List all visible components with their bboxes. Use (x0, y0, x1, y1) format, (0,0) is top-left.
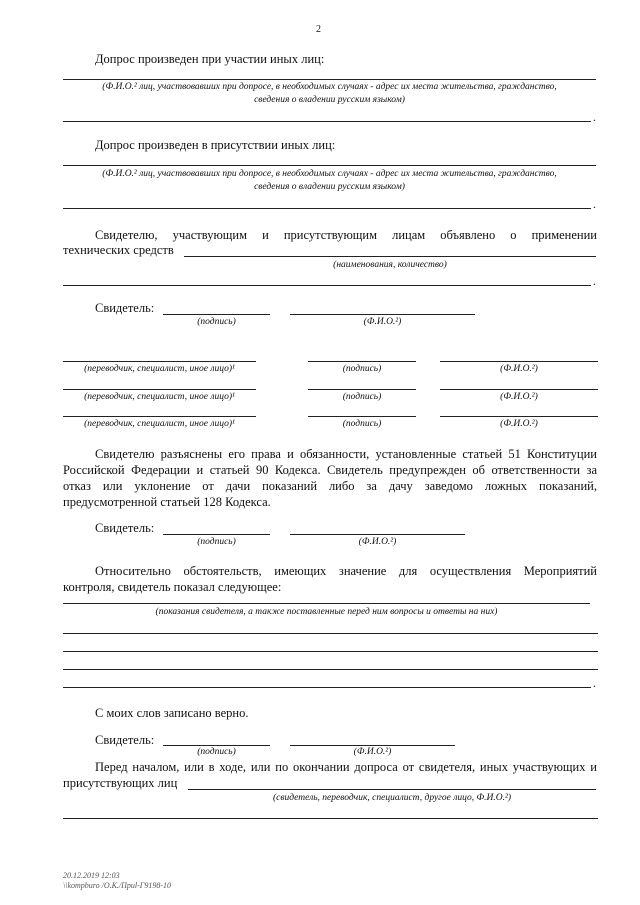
statements-line-2-field[interactable] (63, 818, 598, 819)
witness-signature-line-2[interactable] (163, 534, 270, 535)
witness-signature-line-1[interactable] (163, 314, 270, 315)
other-fio-caption-1: (Ф.И.О.²) (500, 364, 538, 374)
footer-file-path: \\kompburo /О.К./Приl-Г9198-10 (63, 881, 172, 890)
rights-line-2: Российской Федерации и статьей 90 Кодекса. Свидетель предупрежден об ответственности за (63, 463, 597, 477)
other-fio-caption-2: (Ф.И.О.²) (500, 392, 538, 402)
line-end-dot: . (593, 274, 596, 288)
other-fio-line-3[interactable] (440, 416, 598, 417)
testimony-line-1: Относительно обстоятельств, имеющих значение для осуществления Мероприятий (95, 564, 597, 578)
testimony-answer-line-5[interactable] (63, 687, 591, 688)
tech-text-line-1: Свидетелю, участвующим и присутствующим лицам объявлено о применении (95, 228, 597, 242)
line-end-dot: . (593, 110, 596, 124)
testimony-line-2: контроля, свидетель показал следующее: (63, 580, 282, 594)
presence-line-2[interactable] (63, 208, 591, 209)
other-signature-line-1[interactable] (308, 361, 416, 362)
witness-signature-caption-3: (подпись) (197, 747, 236, 757)
participants-heading: Допрос произведен при участии иных лиц: (95, 52, 325, 66)
testimony-caption: (показания свидетеля, а также поставленные перед ним вопросы и ответы на них) (155, 607, 498, 617)
presence-caption-2: сведения о владении русским языком) (254, 182, 405, 192)
statements-line-2: присутствующих лиц (63, 776, 178, 790)
testimony-answer-line-3[interactable] (63, 651, 598, 652)
other-signature-caption-1: (подпись) (342, 364, 382, 374)
witness-label-3: Свидетель: (95, 733, 155, 747)
testimony-answer-line-1[interactable] (63, 603, 590, 604)
testimony-answer-line-4[interactable] (63, 669, 598, 670)
witness-signature-line-3[interactable] (163, 745, 270, 746)
witness-signature-caption-1: (подпись) (197, 317, 236, 327)
witness-label-1: Свидетель: (95, 301, 155, 315)
witness-fio-caption-2: (Ф.И.О.²) (358, 537, 397, 547)
witness-signature-caption-2: (подпись) (197, 537, 236, 547)
tech-line-2[interactable] (63, 285, 591, 286)
witness-fio-line-3[interactable] (290, 745, 455, 746)
page-number: 2 (316, 24, 321, 35)
statements-caption: (свидетель, переводчик, специалист, другое лицо, Ф.И.О.²) (272, 793, 511, 803)
other-fio-caption-3: (Ф.И.О.²) (500, 419, 538, 429)
presence-line-1[interactable] (63, 165, 596, 166)
other-signature-line-2[interactable] (308, 389, 416, 390)
witness-fio-line-1[interactable] (290, 314, 475, 315)
line-end-dot: . (593, 676, 596, 690)
other-role-caption-1: (переводчик, специалист, иное лицо)¹ (84, 364, 235, 374)
participants-line-1[interactable] (63, 79, 596, 80)
testimony-answer-line-2[interactable] (63, 633, 598, 634)
presence-heading: Допрос произведен в присутствии иных лиц: (95, 138, 336, 152)
presence-caption-1: (Ф.И.О.² лиц, участвовавших при допросе, в необходимых случаях - адрес их места жительства, гражданство, (102, 169, 557, 179)
witness-label-2: Свидетель: (95, 521, 155, 535)
witness-fio-caption-3: (Ф.И.О.²) (353, 747, 392, 757)
statements-line-1: Перед началом, или в ходе, или по окончании допроса от свидетеля, иных участвующих и (95, 760, 597, 774)
other-role-line-2[interactable] (63, 389, 256, 390)
other-signature-caption-2: (подпись) (342, 392, 382, 402)
tech-caption: (наименования, количество) (333, 260, 447, 270)
rights-line-4: предусмотренной статьей 128 Кодекса. (63, 495, 271, 509)
other-signature-caption-3: (подпись) (342, 419, 382, 429)
other-role-line-3[interactable] (63, 416, 256, 417)
witness-fio-line-2[interactable] (290, 534, 465, 535)
confirmation-text: С моих слов записано верно. (95, 706, 249, 720)
participants-caption-1: (Ф.И.О.² лиц, участвовавших при допросе, в необходимых случаях - адрес их места жительства, гражданство, (102, 82, 557, 92)
tech-line-1[interactable] (184, 256, 596, 257)
other-role-line-1[interactable] (63, 361, 256, 362)
line-end-dot: . (593, 197, 596, 211)
participants-caption-2: сведения о владении русским языком) (254, 95, 405, 105)
tech-text-line-2: технических средств (63, 243, 174, 257)
footer-timestamp: 20.12.2019 12:03 (63, 871, 120, 880)
rights-line-3: отказ или уклонение от дачи показаний либо за дачу заведомо ложных показаний, (63, 479, 597, 493)
participants-line-2[interactable] (63, 121, 591, 122)
other-role-caption-2: (переводчик, специалист, иное лицо)¹ (84, 392, 235, 402)
other-role-caption-3: (переводчик, специалист, иное лицо)¹ (84, 419, 235, 429)
other-fio-line-1[interactable] (440, 361, 598, 362)
statements-line-1-field[interactable] (188, 789, 596, 790)
other-signature-line-3[interactable] (308, 416, 416, 417)
other-fio-line-2[interactable] (440, 389, 598, 390)
witness-fio-caption-1: (Ф.И.О.²) (363, 317, 402, 327)
rights-line-1: Свидетелю разъяснены его права и обязанности, установленные статьей 51 Конституции (95, 447, 597, 461)
